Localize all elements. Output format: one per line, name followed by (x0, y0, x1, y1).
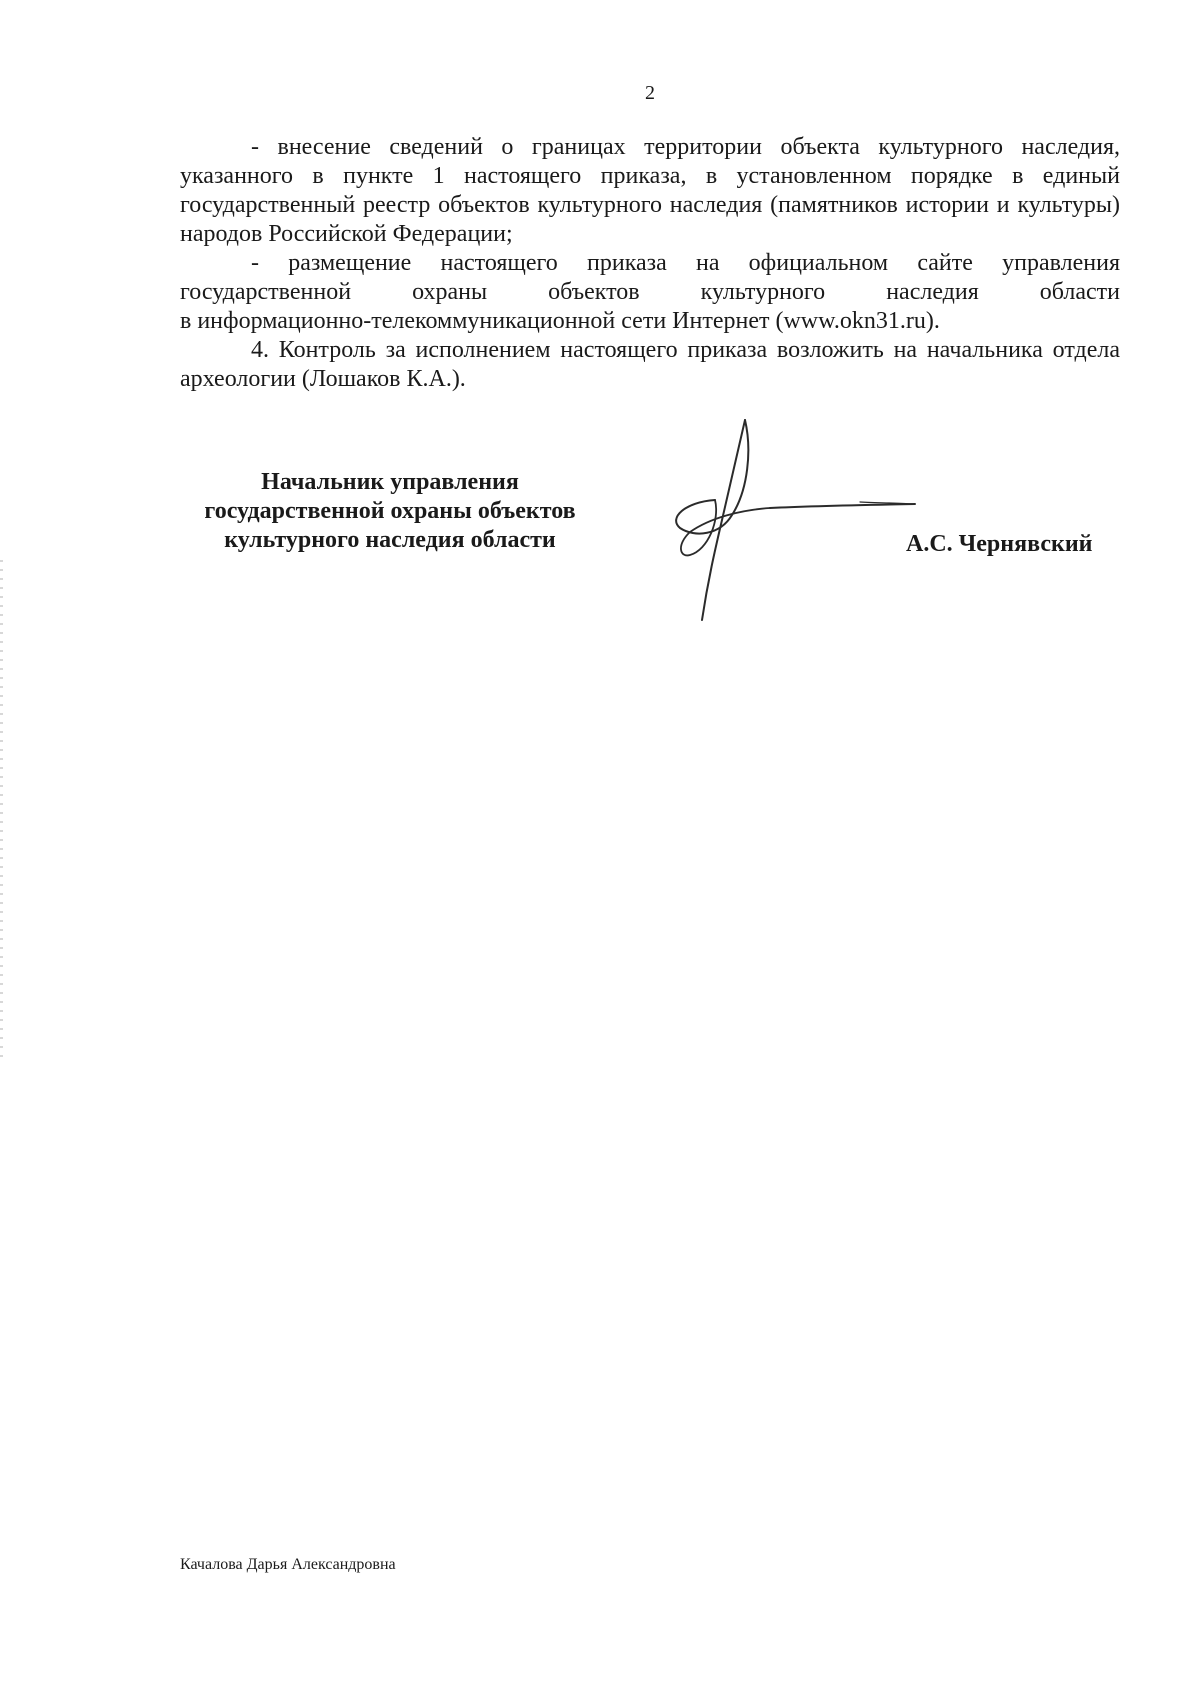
handwritten-signature (660, 410, 920, 640)
paragraph: - внесение сведений о границах территории объекта культурного наследия, указанного в пункте 1 настоящего приказа, в установленном порядке в единый государственный реестр объектов культурного наследия (памятников истории и культуры) народов Российской Федерации; (180, 134, 1120, 247)
paragraph-continuation: в информационно-телекоммуникационной сети Интернет (www.okn31.ru). (180, 308, 940, 334)
signature-title-line: государственной охраны объектов (204, 498, 576, 524)
signature-title-line: Начальник управления (261, 469, 519, 495)
executor-name: Качалова Дарья Александровна (180, 1556, 396, 1573)
scan-edge-marks (0, 560, 3, 1060)
paragraph: 4. Контроль за исполнением настоящего приказа возложить на начальника отдела археологии (Лошаков К.А.). (180, 337, 1120, 392)
document-body (180, 133, 1120, 394)
signer-name: А.С. Чернявский (906, 531, 1093, 557)
paragraph: - размещение настоящего приказа на официальном сайте управления государственной охраны объектов культурного наследия области (180, 250, 1120, 305)
signature-title (160, 468, 620, 555)
signature-title-line: культурного наследия области (224, 527, 556, 553)
page-number: 2 (645, 82, 655, 104)
